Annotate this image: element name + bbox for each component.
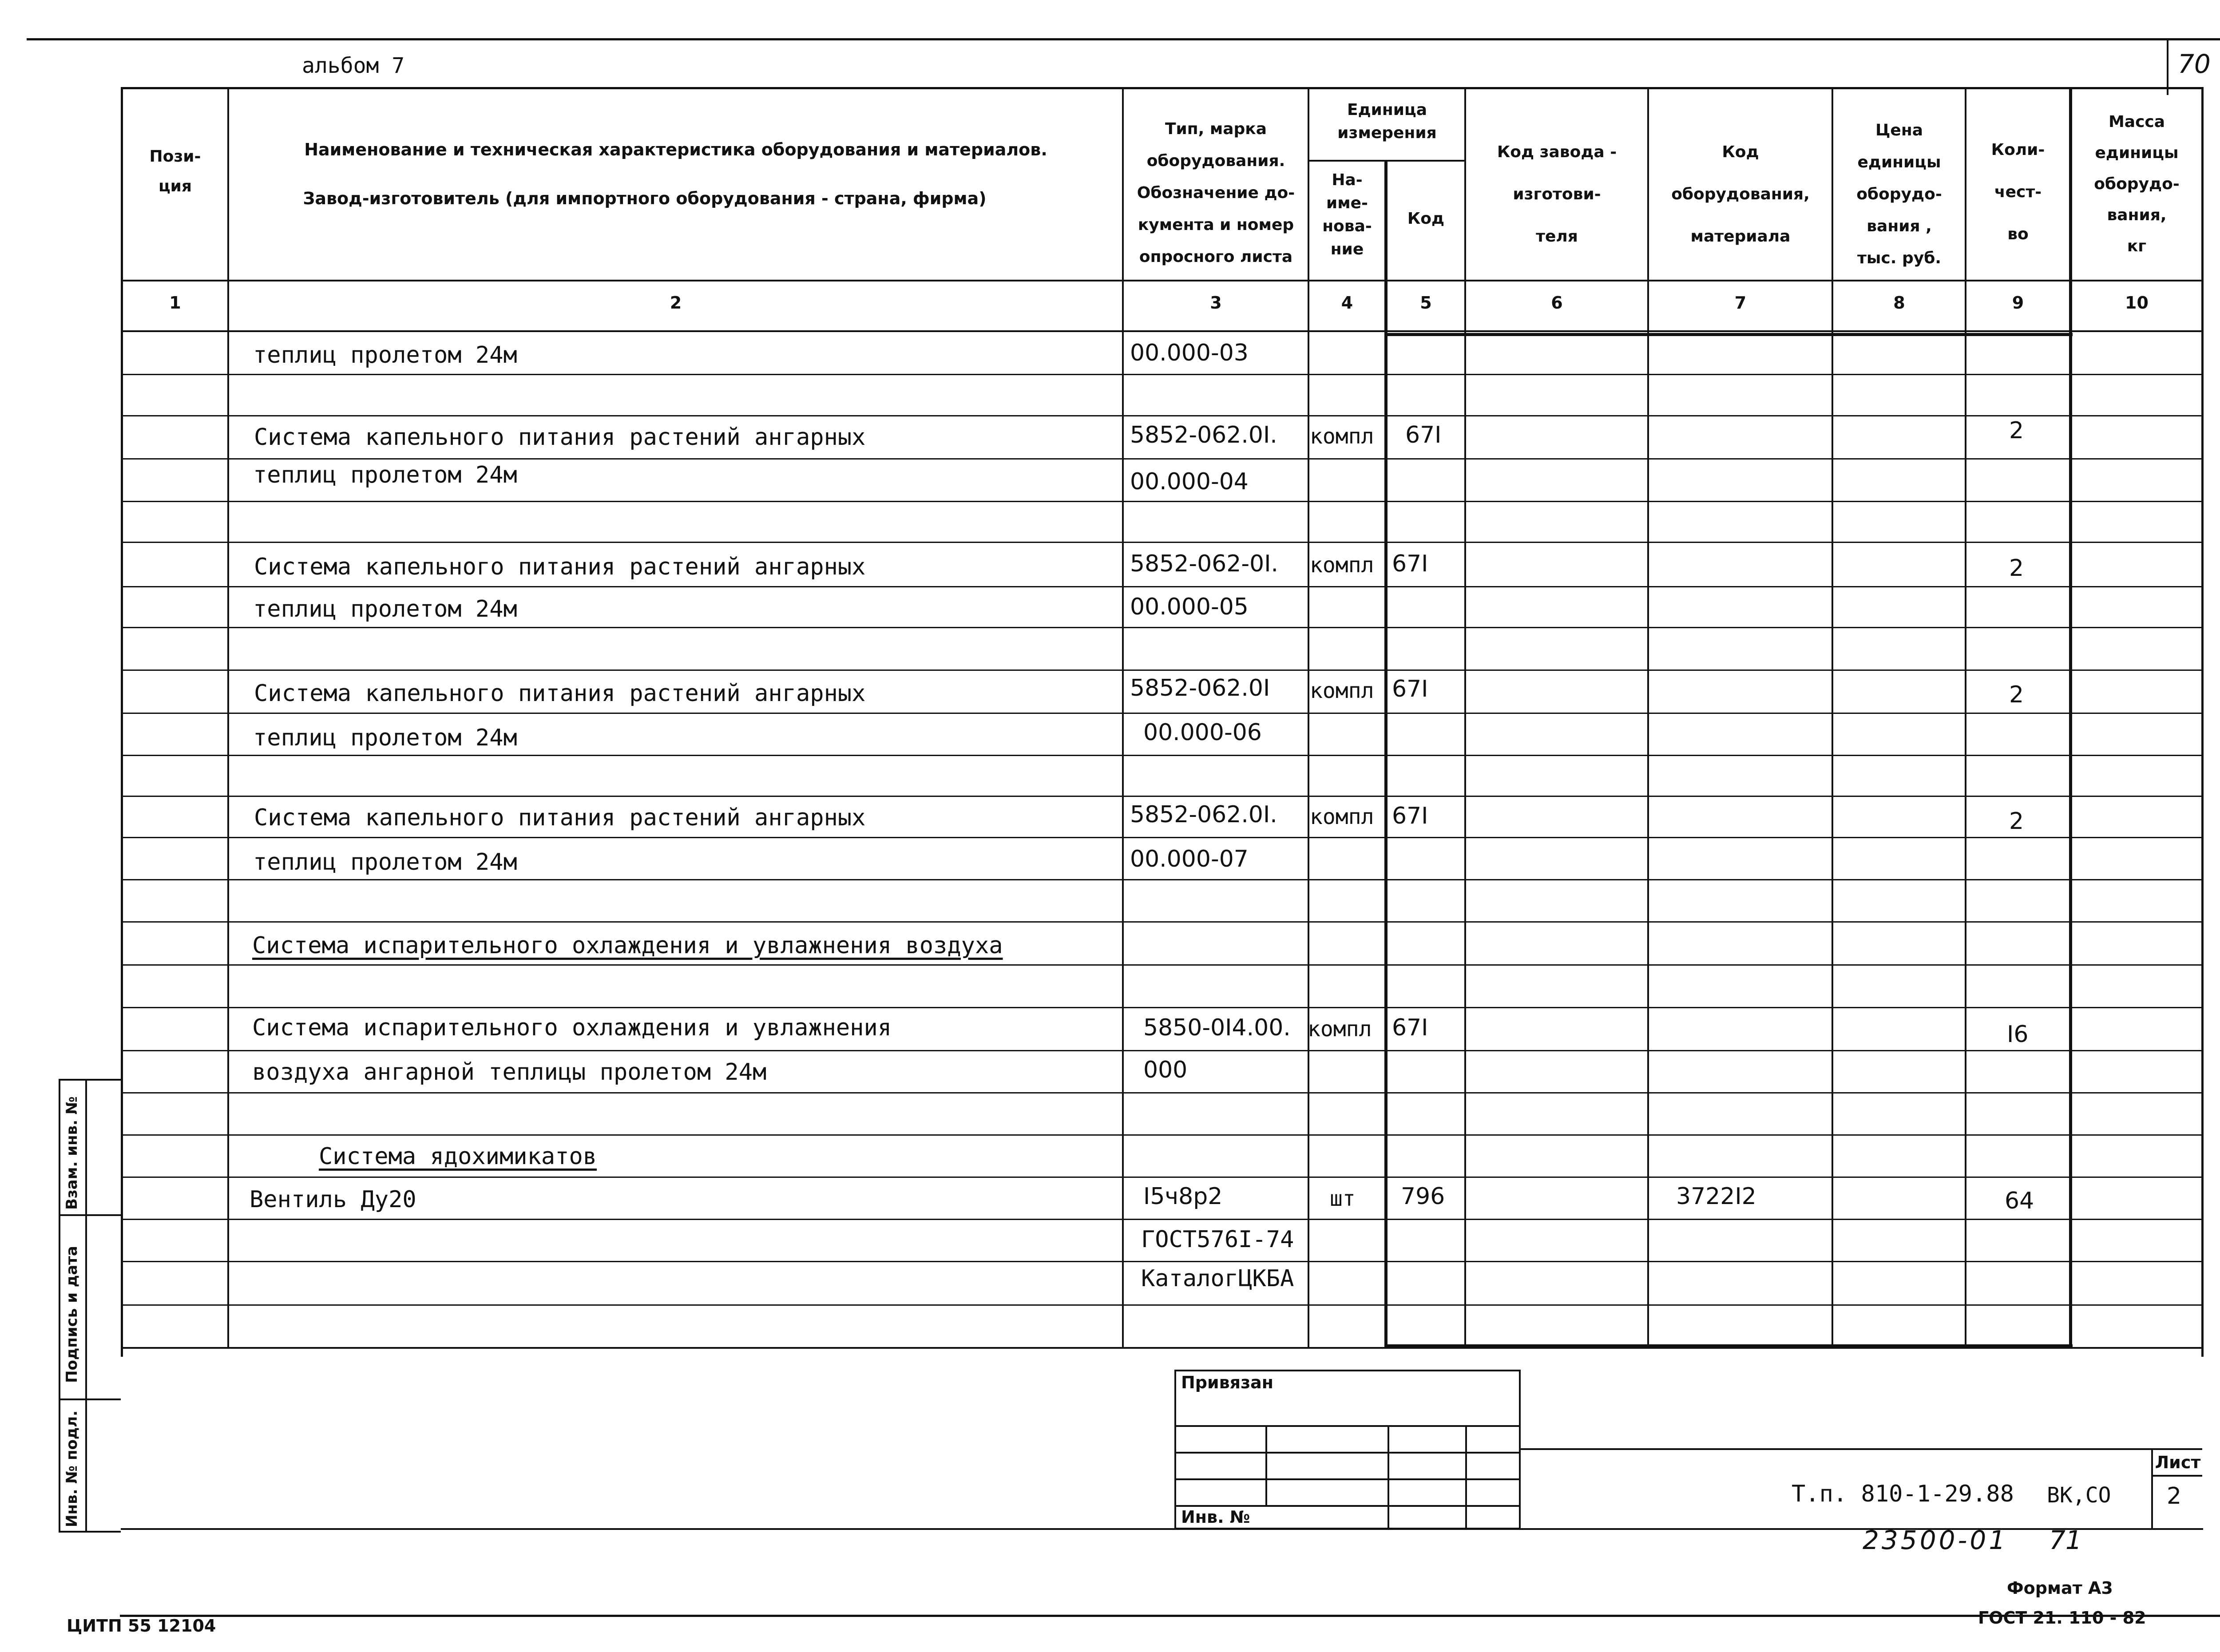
row-11-name: воздуха ангарной теплицы пролетом 24м <box>252 1059 767 1085</box>
header-unit <box>1310 99 1464 145</box>
stamp-line-3 <box>1174 1478 1521 1480</box>
header-price-l4: вания , <box>1867 217 1932 235</box>
row-13-qty: 64 <box>2005 1188 2034 1214</box>
header-unit-name-l4: ние <box>1330 240 1364 258</box>
header-position <box>123 142 227 201</box>
sheet-number: 2 <box>2167 1483 2182 1509</box>
row-line <box>121 374 2203 375</box>
row-13-name: Вентиль Ду20 <box>250 1186 416 1213</box>
header-unit-name-l2: име- <box>1326 194 1368 212</box>
colnum-5: 5 <box>1420 293 1432 313</box>
doc-code: ВК,СО <box>2047 1483 2111 1508</box>
number-row-bottom-line <box>121 330 2203 332</box>
hand-number: 23500-01 <box>1863 1525 2008 1555</box>
header-type-l5: опросного листа <box>1139 248 1293 266</box>
row-15-type: КаталогЦКБА <box>1141 1265 1294 1292</box>
stamp-inv: Инв. № <box>1181 1507 1250 1527</box>
table-right-border <box>2201 87 2204 1357</box>
row-5-type: 5852-062.0I <box>1130 675 1270 701</box>
header-unit-name-l1: На- <box>1332 171 1363 189</box>
header-type-l3: Обозначение до- <box>1137 184 1295 202</box>
header-price-l5: тыс. руб. <box>1857 249 1942 267</box>
row-0-name: теплиц пролетом 24м <box>253 342 517 368</box>
unit-header-divider <box>1308 160 1465 162</box>
header-equip-code <box>1649 131 1832 258</box>
row-line <box>121 921 2203 923</box>
header-mass-l3: оборудо- <box>2094 175 2180 193</box>
colnum-6: 6 <box>1551 293 1563 313</box>
col-line-5 <box>1464 87 1466 1348</box>
row-8-name: теплиц пролетом 24м <box>253 849 517 876</box>
header-position-line1: Пози- <box>149 147 201 166</box>
row-10-type: 5850-0I4.00. <box>1143 1014 1291 1041</box>
header-type-l2: оборудования. <box>1146 152 1285 170</box>
sheet-label-line <box>2151 1475 2202 1477</box>
row-line <box>121 415 2203 416</box>
header-price-l1: Цена <box>1875 121 1923 139</box>
row-7-type: 5852-062.0I. <box>1130 801 1277 828</box>
side-box-mid <box>85 1079 87 1532</box>
row-line <box>121 1007 2203 1008</box>
col-line-7 <box>1832 87 1833 1348</box>
row-13-type: I5ч8р2 <box>1143 1183 1223 1210</box>
row-line <box>121 1092 2203 1093</box>
header-price <box>1834 115 1965 274</box>
row-8-type: 00.000-07 <box>1130 846 1249 872</box>
col-line-2 <box>1122 87 1124 1348</box>
header-position-line2: ция <box>158 177 192 195</box>
row-13-equip-code: 3722I2 <box>1676 1183 1756 1210</box>
header-qty <box>1967 129 2069 255</box>
header-unit-l1: Единица <box>1347 101 1427 119</box>
sheet-divider <box>2151 1448 2153 1528</box>
side-label-signature: Подпись и дата <box>63 1246 81 1383</box>
header-name-line2: Завод-изготовитель (для импортного оборудования - страна, фирма) <box>303 189 987 208</box>
corner-divider <box>2167 38 2168 95</box>
row-line <box>121 458 2203 460</box>
col-line-3 <box>1308 87 1309 1348</box>
row-10-unit: компл <box>1308 1017 1372 1042</box>
colnum-2: 2 <box>670 293 682 313</box>
header-unit-l2: измерения <box>1337 124 1437 142</box>
row-line <box>121 964 2203 966</box>
side-box-bottom <box>59 1531 121 1533</box>
row-1-unit: компл <box>1310 424 1374 449</box>
stamp-line-4 <box>1174 1505 1521 1507</box>
row-line <box>121 1261 2203 1262</box>
row-11-type: 000 <box>1143 1057 1188 1083</box>
col-line-8 <box>1965 87 1966 1348</box>
stamp-v-1 <box>1265 1425 1267 1505</box>
row-5-code: 67I <box>1392 676 1428 702</box>
row-3-name: Система капельного питания растений ангарных <box>254 554 866 580</box>
row-line <box>121 670 2203 671</box>
header-bottom-line <box>121 280 2203 281</box>
row-line <box>121 542 2203 543</box>
row-3-unit: компл <box>1310 553 1374 578</box>
header-equip-l3: материала <box>1690 227 1791 246</box>
header-equip-l1: Код <box>1722 143 1759 161</box>
row-line <box>121 1304 2203 1306</box>
frame-top <box>27 38 2220 40</box>
row-4-type: 00.000-05 <box>1130 594 1249 620</box>
row-5-name: Система капельного питания растений ангарных <box>254 680 866 707</box>
row-line <box>121 1219 2203 1220</box>
row-10-name: Система испарительного охлаждения и увлажнения <box>252 1014 892 1041</box>
doc-number: Т.п. 810-1-29.88 <box>1792 1481 2014 1507</box>
header-type <box>1124 113 1308 273</box>
row-7-qty: 2 <box>2009 808 2024 835</box>
header-type-l4: кумента и номер <box>1138 216 1294 234</box>
stamp-privyazan: Привязан <box>1181 1373 1274 1392</box>
header-price-l3: оборудо- <box>1856 185 1942 203</box>
col-line-4 <box>1384 160 1388 1348</box>
row-1-code: 67I <box>1405 422 1442 448</box>
header-unit-code: Код <box>1407 210 1445 228</box>
header-maker-code <box>1467 131 1647 258</box>
row-line <box>121 755 2203 756</box>
row-7-code: 67I <box>1392 803 1428 829</box>
header-mass-l1: Масса <box>2108 113 2165 131</box>
row-1-type: 5852-062.0I. <box>1130 422 1277 448</box>
header-maker-l3: теля <box>1536 227 1578 246</box>
row-0-type: 00.000-03 <box>1130 340 1249 366</box>
album-label: альбом 7 <box>302 53 405 78</box>
row-14-type: ГОСТ576I-74 <box>1141 1226 1294 1253</box>
row-10-qty: I6 <box>2007 1021 2029 1048</box>
col-line-1 <box>227 87 229 1348</box>
side-box-top <box>59 1079 121 1081</box>
row-5-qty: 2 <box>2009 681 2024 708</box>
col-line-9 <box>2069 87 2072 1348</box>
side-box-left <box>59 1079 60 1532</box>
col-line-6 <box>1647 87 1649 1348</box>
format-label: Формат А3 <box>2007 1578 2113 1598</box>
hand-page: 71 <box>2049 1525 2082 1555</box>
row-1-name: Система капельного питания растений ангарных <box>254 424 866 451</box>
row-2-name: теплиц пролетом 24м <box>253 462 517 488</box>
header-maker-l1: Код завода - <box>1497 143 1617 161</box>
header-qty-l2: чест- <box>1994 183 2042 201</box>
sheet-label: Лист <box>2155 1453 2201 1472</box>
title-block-top <box>1521 1448 2202 1450</box>
row-line <box>121 796 2203 797</box>
stamp-v-3 <box>1465 1425 1467 1529</box>
row-1-qty: 2 <box>2009 417 2024 444</box>
header-mass-l4: вания, <box>2107 206 2167 224</box>
header-unit-name-l3: нова- <box>1322 217 1372 235</box>
row-line <box>121 586 2203 587</box>
row-line <box>121 627 2203 628</box>
stamp-line-2 <box>1174 1452 1521 1454</box>
table-left-border <box>121 87 123 1357</box>
header-qty-l1: Коли- <box>1991 141 2045 159</box>
table-top-border <box>121 87 2203 89</box>
row-3-qty: 2 <box>2009 555 2024 582</box>
header-unit-name <box>1310 169 1384 261</box>
section-pesticides: Система ядохимикатов <box>319 1143 597 1170</box>
colnum-8: 8 <box>1893 293 1905 313</box>
header-type-l1: Тип, марка <box>1165 120 1267 138</box>
row-7-unit: компл <box>1310 804 1374 829</box>
row-line <box>121 1134 2203 1136</box>
colnum-4: 4 <box>1341 293 1353 313</box>
header-price-l2: единицы <box>1857 153 1941 171</box>
side-box-div-2 <box>59 1398 121 1400</box>
row-line <box>121 713 2203 714</box>
footer-left: ЦИТП 55 12104 <box>67 1616 216 1636</box>
side-label-replace: Взам. инв. № <box>63 1096 81 1210</box>
side-label-inv: Инв. № подл. <box>63 1410 81 1527</box>
section-evaporative-cooling: Система испарительного охлаждения и увлажнения воздуха <box>252 932 1003 959</box>
row-line <box>121 1177 2203 1178</box>
header-equip-l2: оборудования, <box>1671 185 1810 203</box>
row-6-name: теплиц пролетом 24м <box>253 725 517 751</box>
frame-bottom <box>120 1615 2220 1617</box>
row-7-name: Система капельного питания растений ангарных <box>254 804 866 831</box>
colnum-10: 10 <box>2125 293 2149 313</box>
header-mass-l2: единицы <box>2095 144 2179 162</box>
row-3-code: 67I <box>1392 551 1428 577</box>
header-name-line1: Наименование и техническая характеристика оборудования и материалов. <box>304 140 1047 159</box>
row-13-unit: шт <box>1330 1186 1356 1211</box>
header-maker-l2: изготови- <box>1513 185 1601 203</box>
header-mass-l5: кг <box>2127 237 2147 255</box>
colnum-7: 7 <box>1734 293 1747 313</box>
side-box-div-1 <box>59 1214 121 1216</box>
colnum-9: 9 <box>2012 293 2024 313</box>
row-13-code: 796 <box>1401 1183 1445 1210</box>
row-6-type: 00.000-06 <box>1143 719 1262 746</box>
row-2-type: 00.000-04 <box>1130 468 1249 495</box>
header-qty-l3: во <box>2007 225 2029 243</box>
header-mass <box>2072 107 2201 262</box>
bold-box-bottom <box>1384 1344 2073 1347</box>
row-3-type: 5852-062-0I. <box>1130 551 1279 577</box>
colnum-3: 3 <box>1210 293 1222 313</box>
colnum-1: 1 <box>169 293 181 313</box>
stamp-v-2 <box>1388 1425 1389 1529</box>
row-line <box>121 879 2203 880</box>
page-corner-number: 70 <box>2178 49 2211 79</box>
row-line <box>121 1050 2203 1051</box>
row-5-unit: компл <box>1310 678 1374 703</box>
row-line <box>121 837 2203 838</box>
footer-right: ГОСТ 21. 110 - 82 <box>1978 1608 2146 1628</box>
row-line <box>121 501 2203 502</box>
row-10-code: 67I <box>1392 1014 1428 1041</box>
row-4-name: теплиц пролетом 24м <box>253 596 517 622</box>
bold-box-top <box>1384 333 2073 336</box>
stamp-line-1 <box>1174 1425 1521 1427</box>
